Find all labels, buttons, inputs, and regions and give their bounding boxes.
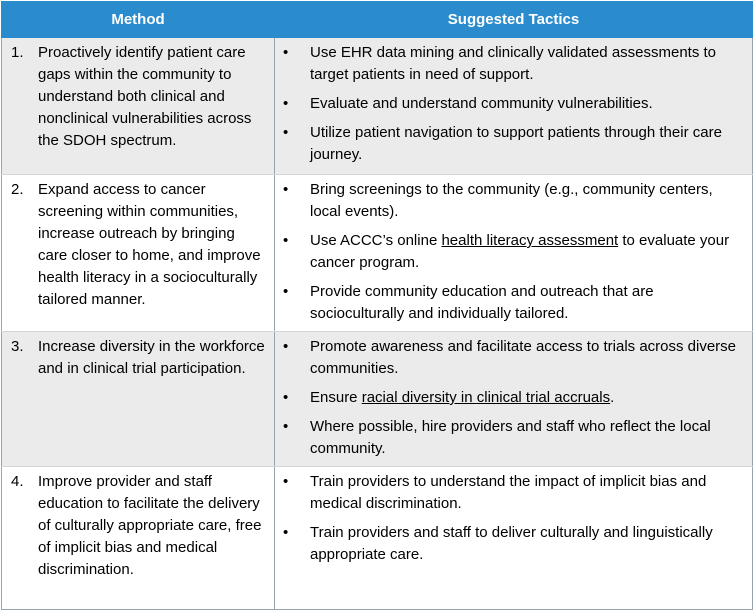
bullet-icon: • [283, 338, 289, 355]
table-header [2, 2, 753, 38]
tactic-item [283, 416, 746, 460]
tactic-item [283, 179, 746, 223]
method-text: Increase diversity in the workforce and in clinical trial participation. [38, 338, 265, 377]
tactics-list [275, 175, 752, 331]
tactic-item [283, 387, 746, 409]
tactic-text: Provide community education and outreach that are socioculturally and individually tailored. [310, 283, 654, 322]
tactic-item [283, 336, 746, 380]
tactic-item [283, 42, 746, 86]
bullet-icon: • [283, 124, 289, 141]
method-cell [2, 467, 275, 610]
bullet-icon: • [283, 44, 289, 61]
tactics-column-header: Suggested Tactics [275, 2, 753, 38]
tactics-list [275, 332, 752, 466]
tactics-cell [275, 332, 753, 467]
tactic-item [283, 122, 746, 166]
tactic-text: Bring screenings to the community (e.g., community centers, local events). [310, 181, 713, 220]
health-literacy-assessment-link[interactable]: health literacy assessment [441, 232, 619, 249]
tactic-text: Where possible, hire providers and staff who reflect the local community. [310, 418, 711, 457]
tactic-item [283, 522, 746, 566]
tactic-text: Evaluate and understand community vulnerabilities. [310, 95, 653, 112]
table-row [2, 332, 753, 467]
tactic-text: Ensure racial diversity in clinical trial accruals. [310, 389, 615, 406]
tactic-item [283, 281, 746, 325]
tactics-cell [275, 175, 753, 332]
bullet-icon: • [283, 389, 289, 406]
method-cell [2, 175, 275, 332]
table-body [2, 38, 753, 610]
row-number: 4. [11, 473, 24, 490]
tactic-text: Use EHR data mining and clinically validated assessments to target patients in need of support. [310, 44, 717, 83]
bullet-icon: • [283, 232, 289, 249]
tactic-text: Train providers and staff to deliver culturally and linguistically appropriate care. [310, 524, 713, 563]
tactic-item [283, 93, 746, 115]
method-text: Proactively identify patient care gaps within the community to understand both clinical and nonclinical vulnerabilities across the SDOH spectrum. [38, 44, 252, 149]
bullet-icon: • [283, 283, 289, 300]
racial-diversity-link[interactable]: racial diversity in clinical trial accruals [361, 389, 611, 406]
bullet-icon: • [283, 95, 289, 112]
table-row [2, 38, 753, 175]
bullet-icon: • [283, 418, 289, 435]
tactics-table [1, 1, 753, 610]
method-text: Improve provider and staff education to facilitate the delivery of culturally appropriate care, free of implicit bias and medical discrimination. [38, 473, 262, 578]
tactic-text: Train providers to understand the impact of implicit bias and medical discrimination. [310, 473, 707, 512]
method-text: Expand access to cancer screening within communities, increase outreach by bringing care closer to home, and improve health literacy in a socioculturally tailored manner. [38, 181, 261, 308]
method-column-header: Method [2, 2, 275, 38]
tactic-item [283, 230, 746, 274]
tactics-list [275, 38, 752, 172]
tactic-item [283, 471, 746, 515]
tactic-text: Utilize patient navigation to support patients through their care journey. [310, 124, 722, 163]
bullet-icon: • [283, 181, 289, 198]
tactics-cell [275, 467, 753, 610]
tactics-list [275, 467, 752, 572]
method-cell [2, 332, 275, 467]
method-cell [2, 38, 275, 175]
tactics-cell [275, 38, 753, 175]
bullet-icon: • [283, 524, 289, 541]
row-number: 2. [11, 181, 24, 198]
tactic-text: Promote awareness and facilitate access to trials across diverse communities. [310, 338, 737, 377]
table-row [2, 175, 753, 332]
table-row [2, 467, 753, 610]
row-number: 1. [11, 44, 24, 61]
row-number: 3. [11, 338, 24, 355]
bullet-icon: • [283, 473, 289, 490]
tactic-text: Use ACCC’s online health literacy assessment to evaluate your cancer program. [310, 232, 730, 271]
